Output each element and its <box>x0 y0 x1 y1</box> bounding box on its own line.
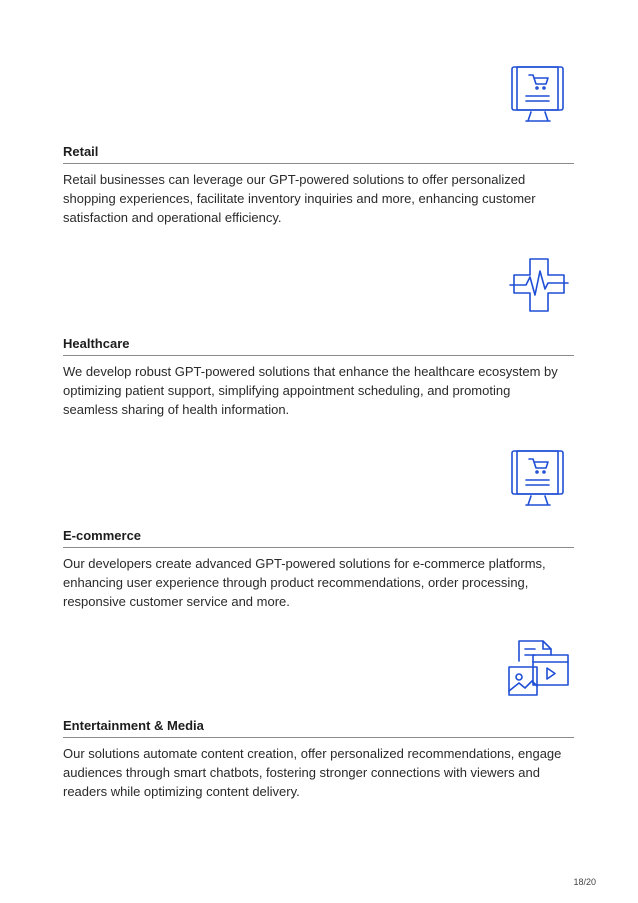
section-body: We develop robust GPT-powered solutions that enhance the healthcare ecosystem by optimizing patient support, simplifying appointment scheduling, and promoting seamless sharing of health information. <box>63 364 558 417</box>
section-body: Our developers create advanced GPT-powered solutions for e-commerce platforms, enhancing user experience through product recommendations, order processing, responsive customer service and more. <box>63 556 546 609</box>
health-cross-pulse-icon <box>508 255 570 317</box>
section-heading: Healthcare <box>63 336 130 351</box>
shopping-monitor-icon <box>508 63 568 125</box>
section-heading: Retail <box>63 144 99 159</box>
section-heading: E-commerce <box>63 528 142 543</box>
section-body: Our solutions automate content creation, offer personalized recommendations, engage audiences through smart chatbots, fostering stronger connections with viewers and readers while optimizing content delivery. <box>63 746 562 799</box>
divider <box>63 355 574 356</box>
section-body: Retail businesses can leverage our GPT-powered solutions to offer personalized shopping experiences, facilitate inventory inquiries and more, enhancing customer satisfaction and operational efficiency. <box>63 172 536 225</box>
divider <box>63 547 574 548</box>
divider <box>63 737 574 738</box>
page-number: 18/20 <box>573 877 596 887</box>
section-heading: Entertainment & Media <box>63 718 204 733</box>
media-files-icon <box>505 637 571 699</box>
shopping-monitor-icon <box>508 447 568 509</box>
divider <box>63 163 574 164</box>
